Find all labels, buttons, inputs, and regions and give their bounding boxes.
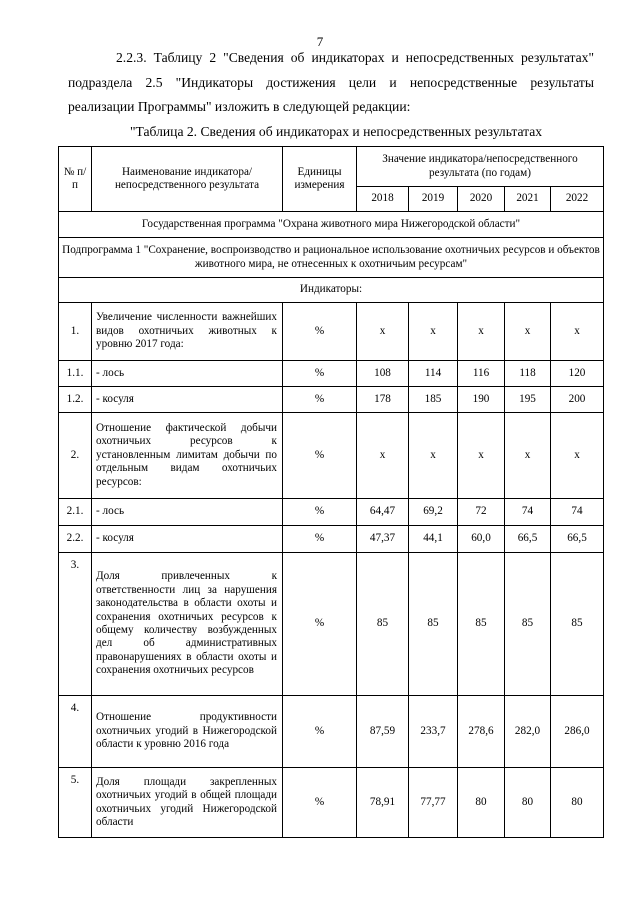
header-row xyxy=(59,147,604,187)
row-value: 85 xyxy=(409,553,458,696)
row-value: 74 xyxy=(551,499,604,526)
row-value: 120 xyxy=(551,361,604,387)
row-name: - косуля xyxy=(92,387,283,413)
table-row xyxy=(59,361,604,387)
row-name: Доля площади закрепленных охотничьих угодий в общей площади охотничьих угодий Нижегородской области xyxy=(92,768,283,838)
row-name: Отношение продуктивности охотничьих угодий в Нижегородской области к уровню 2016 года xyxy=(92,696,283,768)
row-value: 87,59 xyxy=(357,696,409,768)
row-value: 80 xyxy=(551,768,604,838)
row-num: 1.1. xyxy=(59,361,92,387)
row-value: 85 xyxy=(357,553,409,696)
row-value: 69,2 xyxy=(409,499,458,526)
row-name: - лось xyxy=(92,361,283,387)
row-value: 118 xyxy=(505,361,551,387)
subprogram-row xyxy=(59,238,604,278)
row-value: 286,0 xyxy=(551,696,604,768)
header-year: 2019 xyxy=(409,187,458,212)
row-value: 116 xyxy=(458,361,505,387)
row-value: 108 xyxy=(357,361,409,387)
row-num: 5. xyxy=(59,768,92,838)
row-name: Отношение фактической добычи охотничьих ресурсов к установленным лимитам добычи по отдельным видам охотничьих ресурсов: xyxy=(92,413,283,499)
table-row xyxy=(59,526,604,553)
row-value: х xyxy=(357,303,409,361)
row-value: 185 xyxy=(409,387,458,413)
row-value: 66,5 xyxy=(551,526,604,553)
row-value: х xyxy=(551,303,604,361)
header-name: Наименование индикатора/непосредственного результата xyxy=(92,147,283,212)
row-name: Доля привлеченных к ответственности лиц за нарушения законодательства в области охоты и сохранения охотничьих ресурсов к общему количеству возбужденных дел об административных правонарушениях в области охоты и сохранения охотничьих ресурсов xyxy=(92,553,283,696)
row-value: 195 xyxy=(505,387,551,413)
row-value: х xyxy=(458,413,505,499)
row-unit: % xyxy=(283,387,357,413)
row-unit: % xyxy=(283,768,357,838)
table-caption: "Таблица 2. Сведения об индикаторах и непосредственных результатах xyxy=(130,124,543,139)
row-value: 47,37 xyxy=(357,526,409,553)
row-unit: % xyxy=(283,303,357,361)
row-value: 85 xyxy=(458,553,505,696)
row-value: 44,1 xyxy=(409,526,458,553)
row-value: 74 xyxy=(505,499,551,526)
table-row xyxy=(59,696,604,768)
header-num: № п/п xyxy=(59,147,92,212)
row-unit: % xyxy=(283,361,357,387)
row-num: 2.2. xyxy=(59,526,92,553)
header-year: 2020 xyxy=(458,187,505,212)
row-name: - косуля xyxy=(92,526,283,553)
row-unit: % xyxy=(283,413,357,499)
row-num: 1. xyxy=(59,303,92,361)
row-unit: % xyxy=(283,553,357,696)
page-number: 7 xyxy=(316,34,324,49)
row-value: х xyxy=(409,303,458,361)
row-value: 114 xyxy=(409,361,458,387)
row-unit: % xyxy=(283,696,357,768)
row-value: 200 xyxy=(551,387,604,413)
intro-paragraph: 2.2.3. Таблицу 2 "Сведения об индикаторах и непосредственных результатах" подраздела 2.5 "Индикаторы достижения цели и непосредственные результаты реализации Программы" изложить в следующей редакции: xyxy=(68,50,594,114)
header-value-group: Значение индикатора/непосредственного результата (по годам) xyxy=(357,147,604,187)
indicators-table xyxy=(58,146,604,838)
row-value: 178 xyxy=(357,387,409,413)
header-year: 2018 xyxy=(357,187,409,212)
row-value: 78,91 xyxy=(357,768,409,838)
indicators-label: Индикаторы: xyxy=(59,278,604,303)
row-value: 60,0 xyxy=(458,526,505,553)
header-year: 2021 xyxy=(505,187,551,212)
row-value: 278,6 xyxy=(458,696,505,768)
header-year: 2022 xyxy=(551,187,604,212)
table-row xyxy=(59,553,604,696)
row-value: х xyxy=(505,303,551,361)
row-unit: % xyxy=(283,526,357,553)
row-num: 2. xyxy=(59,413,92,499)
program-title: Государственная программа "Охрана животного мира Нижегородской области" xyxy=(59,212,604,238)
row-value: 233,7 xyxy=(409,696,458,768)
row-value: 85 xyxy=(551,553,604,696)
table-body xyxy=(59,147,604,838)
indicators-label-row xyxy=(59,278,604,303)
row-value: х xyxy=(458,303,505,361)
row-value: 80 xyxy=(458,768,505,838)
row-num: 1.2. xyxy=(59,387,92,413)
table-row xyxy=(59,303,604,361)
row-value: 64,47 xyxy=(357,499,409,526)
row-value: х xyxy=(551,413,604,499)
row-value: 72 xyxy=(458,499,505,526)
program-row xyxy=(59,212,604,238)
row-num: 2.1. xyxy=(59,499,92,526)
header-unit: Единицы измерения xyxy=(283,147,357,212)
row-unit: % xyxy=(283,499,357,526)
table-row xyxy=(59,768,604,838)
table-row xyxy=(59,499,604,526)
row-value: х xyxy=(357,413,409,499)
row-value: х xyxy=(505,413,551,499)
row-value: х xyxy=(409,413,458,499)
table-row xyxy=(59,413,604,499)
row-num: 4. xyxy=(59,696,92,768)
row-name: - лось xyxy=(92,499,283,526)
row-value: 66,5 xyxy=(505,526,551,553)
table-row xyxy=(59,387,604,413)
row-value: 190 xyxy=(458,387,505,413)
row-value: 77,77 xyxy=(409,768,458,838)
subprogram-title: Подпрограмма 1 "Сохранение, воспроизводство и рациональное использование охотничьих ресурсов и объектов животного мира, не отнесенных к охотничьим ресурсам" xyxy=(59,238,604,278)
row-value: 80 xyxy=(505,768,551,838)
row-value: 85 xyxy=(505,553,551,696)
row-num: 3. xyxy=(59,553,92,696)
row-name: Увеличение численности важнейших видов охотничьих животных к уровню 2017 года: xyxy=(92,303,283,361)
row-value: 282,0 xyxy=(505,696,551,768)
